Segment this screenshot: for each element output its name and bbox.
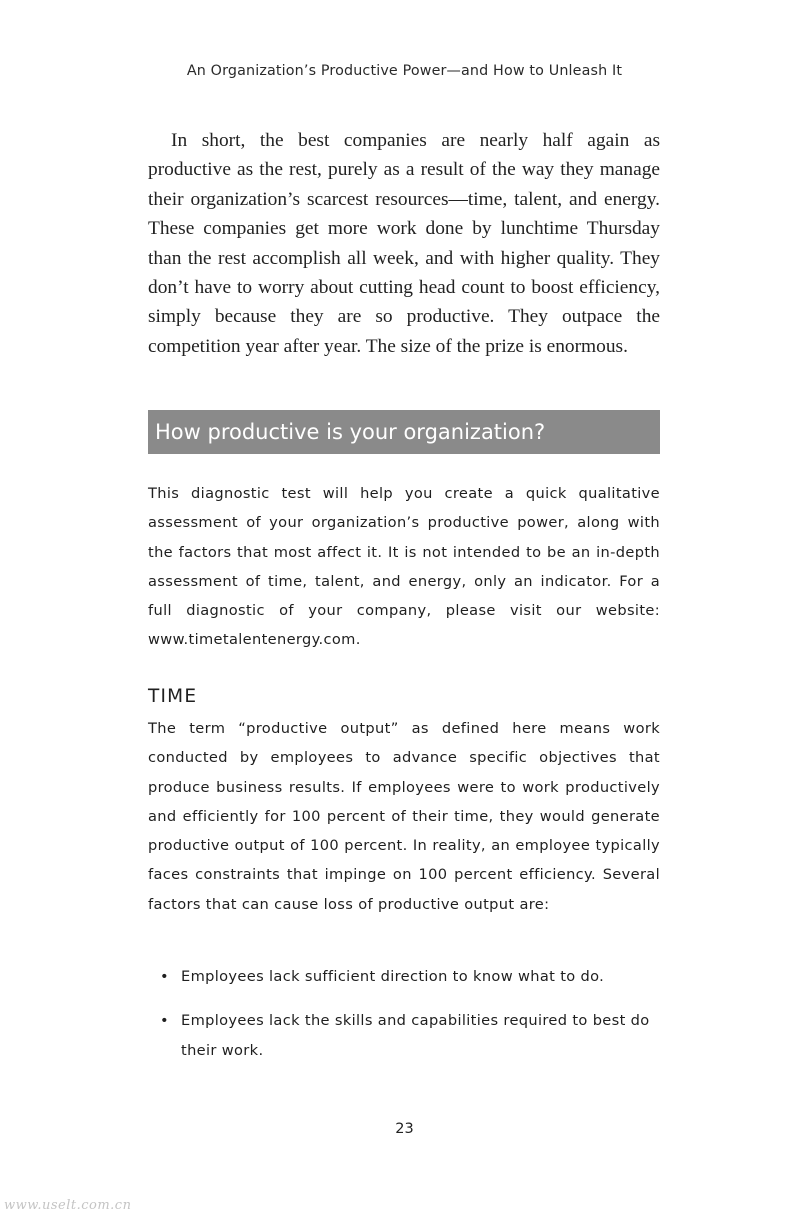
body-paragraph: In short, the best companies are nearly half again as productive as the rest, purely as a result of the way they manage their organization’s scarcest resources—time, talent, and energy. These companies get more work done by lunchtime Thursday than the rest accomplish all week, and with higher quality. They don’t have to worry about cutting head count to boost efficiency, simply because they are so productive. They outpace the competition year after year. The size of the prize is enormous.	[148, 130, 660, 357]
sidebar-intro: This diagnostic test will help you create a quick qualitative assessment of your organization’s productive power, along with the factors that most affect it. It is not intended to be an in-depth assessment of time, talent, and energy, only an indicator. For a full diagnostic of your company, please visit our website: www.timetalentenergy.com.	[148, 485, 660, 649]
bullet-text: Employees lack sufficient direction to know what to do.	[181, 968, 605, 985]
bullet-icon: •	[160, 1012, 169, 1030]
watermark: www.uselt.com.cn	[4, 1198, 132, 1213]
bullet-list	[148, 962, 660, 1080]
bullet-text: Employees lack the skills and capabilities required to best do their work.	[181, 1012, 650, 1059]
time-paragraph: The term “productive output” as defined here means work conducted by employees to advance specific objectives that produce business results. If employees were to work productively and efficiently for 100 percent of their time, they would generate productive output of 100 percent. In reality, an employee typically faces constraints that impinge on 100 percent efficiency. Several factors that can cause loss of productive output are:	[148, 720, 660, 913]
bullet-item	[148, 1006, 660, 1065]
section-heading-time: TIME	[148, 686, 198, 707]
bullet-icon: •	[160, 968, 169, 985]
sidebar-title: How productive is your organization?	[148, 410, 660, 454]
page-number: 23	[395, 1121, 414, 1137]
bullet-item	[148, 962, 660, 991]
running-head: An Organization’s Productive Power—and How to Unleash It	[186, 63, 623, 79]
